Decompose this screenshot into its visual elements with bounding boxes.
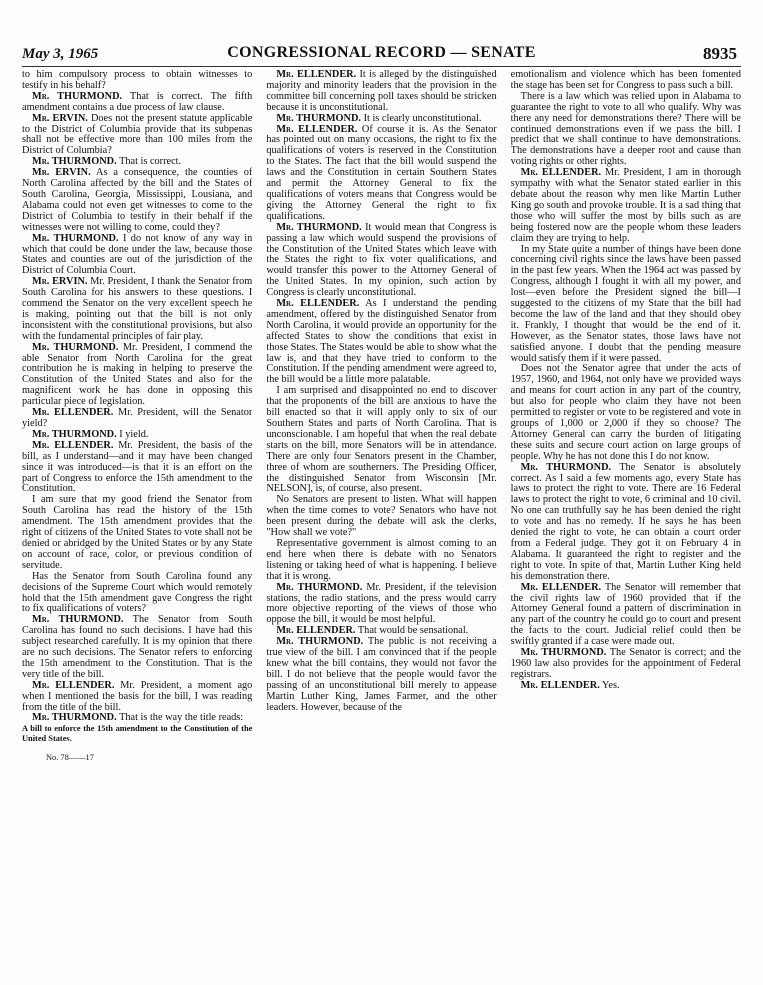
paragraph (266, 70, 496, 114)
paragraph (511, 681, 741, 692)
speaker-name: Mr. ELLENDER. (520, 679, 600, 691)
paragraph-text: Representative government is almost coming to an end here when there is debate with no Senators listening or taking heed of what is happening. I believe that it is wrong. (266, 537, 497, 582)
paragraph-text: I am sure that my good friend the Senator from South Carolina has read the history of the 15th amendment. The 15th amendment provides that the right of citizens of the United States to vote shall not be denied or abridged by the United States or by any State on account of race, color, or previous condition of servitude. (22, 494, 253, 571)
header-rule (22, 66, 741, 67)
paragraph (266, 223, 496, 299)
paragraph-text: The Senator is absolutely correct. As I said a few moments ago, every State has laws to protect the right to vote. There are 16 Federal laws to protect the right to vote, 6 criminal and 10 civil. No one can truthfully say he has been denied the right to vote and has no remedy. If he says he has been denied the right to vote, he can obtain a court order from a Federal judge. They got it on February 4 in Alabama. It guaranteed the right to register and the right to vote. In spite of that, Martin Luther King held his demonstration there. (510, 461, 741, 582)
page-footer-number: No. 78——17 (46, 753, 94, 763)
paragraph (22, 234, 252, 278)
paragraph-text: It would mean that Congress is passing a law which would suspend the provisions of the Constitution of the United States which leave with the States the right to fix voter qualifications, and would transfer this power to the Attorney General of the United States. In my opinion, such action by Congress is clearly unconstitutional. (266, 221, 497, 299)
paragraph-text: That is the way the title reads: (119, 712, 244, 724)
paragraph-text: That is correct. (119, 156, 182, 168)
speaker-name: Mr. ELLENDER. (276, 123, 358, 135)
paragraph (511, 583, 741, 648)
paragraph (22, 572, 252, 616)
paragraph-text: The Senator is correct; and the 1960 law also provides for the appointment of Federal registrars. (510, 647, 741, 680)
column-right (511, 70, 741, 965)
speaker-name: Mr. ELLENDER. (32, 679, 115, 691)
speaker-name: Mr. THURMOND. (520, 461, 612, 473)
paragraph-text: Mr. President, I thank the Senator from South Carolina for his answers to these questions. I commend the Senator on the very excellent speech he is making, pointing out that the bill is not only inconsistent with the constitutional provisions, but also with the fundamental principles of fair play. (22, 276, 253, 342)
paragraph-text: emotionalism and violence which has been fomented the stage has been set for Congress to pass such a bill. (510, 70, 741, 91)
speaker-name: Mr. ELLENDER. (520, 581, 602, 593)
speaker-name: Mr. ERVIN. (32, 167, 91, 179)
paragraph (22, 408, 252, 430)
paragraph (22, 277, 252, 342)
paragraph-text: I am surprised and disappointed no end to discover that the proponents of the bill are anxious to have the bill enacted so that it will apply only to six of our Southern States and parts of North Carolina. That is unconscionable. I am hopeful that when the real debate starts on the bill, more Senators will be in attendance. There are only four Senators present in the Chamber, three of whom are southerners. The Presiding Officer, the distinguished Senator from Wisconsin [Mr. NELSON], is, of course, also present. (266, 385, 497, 495)
paragraph-text: Does not the Senator agree that under the acts of 1957, 1960, and 1964, not only have we provided ways and means for court action in any part of the country, but also for people who claim they have not been permitted to register or vote to be registered and vote in groups of 1,000 or 2,000 if they so choose? The Attorney General can carry the burden of litigating these suits and secure court action on large groups of people. Why he has not done this I do not know. (510, 363, 741, 462)
paragraph (266, 299, 496, 386)
paragraph (511, 92, 741, 168)
paragraph-text: Of course it is. As the Senator has pointed out on many occasions, the right to fix the qualifications of voters is reserved in the Constitution to the States. The fact that the bill would suspend the laws and the Constitution in certain Southern States and permit the Attorney General to fix the qualifications of voters means that Congress would be giving the Attorney General the right to fix qualifications. (266, 123, 497, 222)
paragraph (22, 114, 252, 158)
paragraph (22, 681, 252, 714)
paragraph-text: As I understand the pending amendment, offered by the distinguished Senator from North Carolina, it would provide an opportunity for the affected States to show the conditions that exist in those States. The States would be able to show what the law is, and that they have tried to conform to the Constitution. If the pending amendment were agreed to, the bill would be a little more palatable. (266, 298, 497, 386)
paragraph-text: to him compulsory process to obtain witnesses to testify in his behalf? (22, 70, 253, 91)
speaker-name: Mr. ELLENDER. (32, 439, 114, 451)
speaker-name: Mr. ELLENDER. (276, 70, 357, 80)
speaker-name: Mr. THURMOND. (32, 614, 124, 626)
paragraph-text: In my State quite a number of things have been done concerning civil rights since the laws have been passed in the past few years. When the 1964 act was passed by Congress, although I fought it with all my power, and lost—even before the President signed the bill—I suggested to the citizens of my State that the bill had become the law of the land and that they should obey it. Frankly, I thought that would be the end of it. However, as the Senator states, those laws have not satisfied anyone. I doubt that the pending measure would satisfy them if it were passed. (510, 243, 741, 364)
text-columns (22, 70, 741, 965)
paragraph (266, 539, 496, 583)
paragraph (22, 441, 252, 496)
header-page-number: 8935 (703, 44, 737, 63)
speaker-name: Mr. ERVIN. (32, 276, 88, 288)
paragraph-text: Mr. President, if the television stations, the radio stations, and the press would carry more objective reporting of the views of those who oppose the bill, it would be most helpful. (266, 581, 497, 626)
speaker-name: Mr. THURMOND. (276, 581, 363, 593)
speaker-name: Mr. THURMOND. (520, 647, 607, 659)
paragraph-text: Mr. President, I commend the able Senator from North Carolina for the great contribution he is making in helping to preserve the Constitution of the United States and also for the magnificent work he has done in opposing this particular piece of legislation. (22, 341, 253, 408)
paragraph (511, 648, 741, 681)
paragraph-text: As a consequence, the counties of North Carolina affected by the bill and the States of South Carolina, Georgia, Mississippi, Lousiana, and Alabama could not even get witnesses to come to the District of Columbia to testify in their behalf if the witnesses were not willing to come, could they? (22, 167, 253, 233)
paragraph-text: Mr. President, I am in thorough sympathy with what the Senator stated earlier in this debate about the reason why men like Martin Luther King go south and provoke trouble. It is a sad thing that those who will suffer the most by bills such as are being fostered now are the people whom these leaders claim they are trying to help. (510, 167, 741, 244)
paragraph (22, 92, 252, 114)
speaker-name: Mr. ELLENDER. (32, 407, 114, 419)
speaker-name: Mr. THURMOND. (32, 341, 119, 353)
speaker-name: Mr. ELLENDER. (520, 167, 602, 179)
paragraph (511, 70, 741, 92)
paragraph (266, 125, 496, 223)
paragraph (266, 386, 496, 495)
paragraph (511, 364, 741, 462)
paragraph-text: That would be sensational. (357, 625, 469, 637)
paragraph-text: Mr. President, a moment ago when I mentioned the basis for the bill, I was reading from the title of the bill. (22, 679, 253, 713)
paragraph (511, 168, 741, 244)
bill-title-quote: A bill to enforce the 15th amendment to the Constitution of the United States. (22, 724, 253, 743)
paragraph-text: Has the Senator from South Carolina found any decisions of the Supreme Court which would remotely hold that the 15th amendment gave Congress the right to fix qualifications of voters? (22, 570, 253, 615)
speaker-name: Mr. ERVIN. (32, 112, 88, 124)
speaker-name: Mr. THURMOND. (32, 232, 119, 244)
paragraph (22, 495, 252, 571)
paragraph-text: The public is not receiving a true view of the bill. I am convinced that if the people knew what the bill contains, they would not favor the bill. I do not believe that the people would favor the passing of an unconstitutional bill merely to appease Martin Luther King, James Farmer, and the other leaders. However, because of the (266, 636, 497, 713)
paragraph (511, 463, 741, 583)
paragraph-text: Yes. (602, 679, 620, 691)
speaker-name: Mr. THURMOND. (32, 712, 117, 724)
paragraph (266, 495, 496, 539)
header-title: CONGRESSIONAL RECORD — SENATE (227, 44, 536, 61)
header-date: May 3, 1965 (22, 46, 99, 62)
paragraph-text: No Senators are present to listen. What will happen when the time comes to vote? Senators who have not been present during the debate will ask the clerks, "How shall we vote?" (266, 494, 497, 539)
paragraph (22, 713, 252, 724)
paragraph-text: I yield. (119, 428, 149, 440)
paragraph-text: Mr. President, the basis of the bill, as I understand—and it may have been changed since it was introduced—is that it is an effort on the part of Congress to enforce the 15th amendment to the Constitution. (22, 439, 253, 495)
paragraph-text: The Senator will remember that the civil rights law of 1960 provided that if the Attorney General found a pattern of discrimination in any part of the country he could go to court and present the facts to the court. Judicial relief could then be swiftly granted if a case were made out. (510, 581, 741, 648)
column-left (22, 70, 252, 965)
paragraph-text: Does not the present statute applicable to the District of Columbia provide that its subpenas shall not be effective more than 100 miles from the District of Columbia? (22, 112, 253, 157)
speaker-name: Mr. THURMOND. (32, 156, 117, 168)
paragraph-text: There is a law which was relied upon in Alabama to guarantee the right to vote to all who qualify. Why was there any need for demonstrations there? There will be continued demonstrations even if we pass the bill. I predict that we shall continue to have demonstrations. The demonstrations have a deeper root and cause than voting rights or other rights. (510, 90, 741, 168)
paragraph (22, 615, 252, 680)
paragraph (266, 583, 496, 627)
speaker-name: Mr. ELLENDER. (276, 625, 356, 637)
paragraph (511, 245, 741, 365)
paragraph (22, 343, 252, 408)
paragraph-text: That is correct. The fifth amendment contains a due process of law clause. (22, 90, 253, 113)
speaker-name: Mr. ELLENDER. (276, 298, 360, 310)
paragraph (22, 70, 252, 92)
column-middle (266, 70, 496, 965)
speaker-name: Mr. THURMOND. (32, 428, 117, 440)
paragraph-text: Mr. President, will the Senator yield? (22, 407, 253, 429)
speaker-name: Mr. THURMOND. (276, 112, 361, 124)
paragraph-text: It is clearly unconstitutional. (363, 112, 482, 124)
speaker-name: Mr. THURMOND. (276, 636, 364, 648)
paragraph-text: It is alleged by the distinguished majority and minority leaders that the provision in the committee bill concerning poll taxes should be stricken because it is unconstitutional. (266, 70, 497, 113)
paragraph-text: I do not know of any way in which that could be done under the law, because those States and counties are out of the jurisdiction of the District of Columbia Court. (22, 232, 253, 277)
paragraph (266, 637, 496, 713)
speaker-name: Mr. THURMOND. (32, 90, 123, 102)
speaker-name: Mr. THURMOND. (276, 221, 362, 233)
paragraph (22, 168, 252, 233)
paragraph-text: The Senator from South Carolina has found no such decisions. I have had this subject researched carefully. It is my opinion that there are no such decisions. The Senator refers to enforcing the 15th amendment to the Constitution. That is the very title of the bill. (22, 614, 253, 680)
